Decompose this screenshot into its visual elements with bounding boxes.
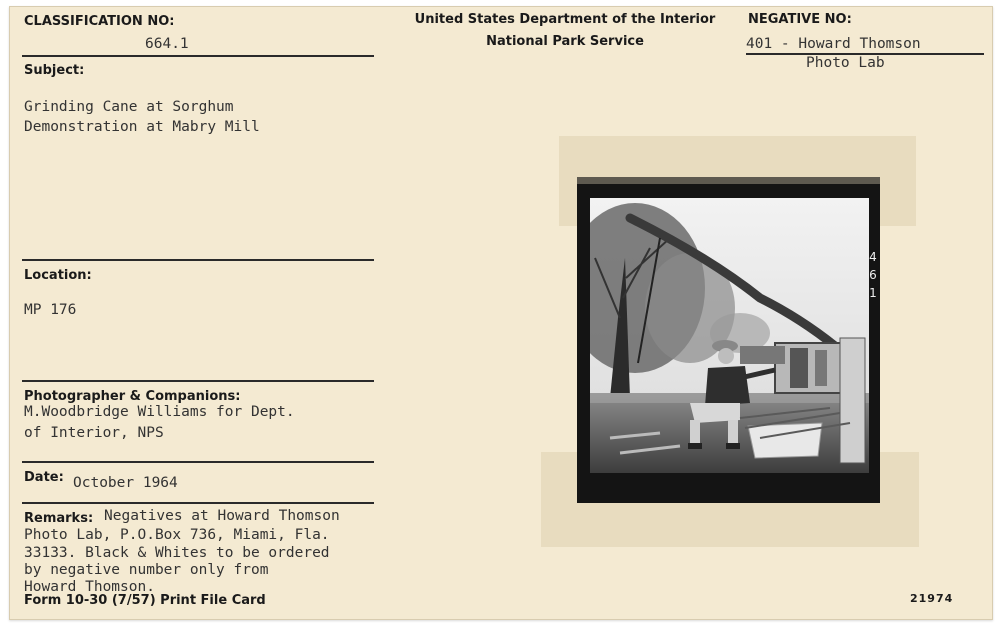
date-value: October 1964	[73, 475, 178, 491]
form-label: Form 10-30 (7/57) Print File Card	[24, 593, 266, 608]
sorghum-mill-photograph	[590, 198, 869, 473]
classification-number: 664.1	[145, 36, 189, 52]
photographer-rule	[22, 461, 374, 463]
remarks-line-5: Howard Thomson.	[24, 579, 155, 595]
classification-rule	[22, 55, 374, 57]
negative-number-line-1: 401 - Howard Thomson	[746, 36, 921, 52]
location-value: MP 176	[24, 302, 77, 318]
subject-line-1: Grinding Cane at Sorghum	[24, 99, 234, 115]
remarks-line-4: by negative number only from	[24, 562, 269, 578]
subject-rule	[22, 259, 374, 261]
remarks-line-3: 33133. Black & Whites to be ordered	[24, 545, 330, 561]
subject-line-2: Demonstration at Mabry Mill	[24, 119, 260, 135]
remarks-line-2: Photo Lab, P.O.Box 736, Miami, Fla.	[24, 527, 330, 543]
tape-top-overlay	[559, 136, 916, 184]
agency-line-1: United States Department of the Interior	[414, 12, 716, 27]
agency-line-2: National Park Service	[486, 34, 644, 49]
classification-label: CLASSIFICATION NO:	[24, 14, 175, 29]
card-number: 21974	[910, 592, 954, 605]
location-rule	[22, 380, 374, 382]
photographer-line-2: of Interior, NPS	[24, 425, 164, 441]
negative-number-line-2: Photo Lab	[806, 55, 885, 71]
subject-label: Subject:	[24, 63, 85, 78]
remarks-line-1: Negatives at Howard Thomson	[104, 508, 340, 524]
photographer-label: Photographer & Companions:	[24, 389, 241, 404]
negative-label: NEGATIVE NO:	[748, 12, 852, 27]
location-label: Location:	[24, 268, 92, 283]
date-label: Date:	[24, 470, 64, 485]
photo-edge-number: 461	[869, 250, 877, 300]
photographer-line-1: M.Woodbridge Williams for Dept.	[24, 404, 295, 420]
remarks-label: Remarks:	[24, 511, 94, 526]
date-rule	[22, 502, 374, 504]
photo-scene	[590, 198, 869, 473]
